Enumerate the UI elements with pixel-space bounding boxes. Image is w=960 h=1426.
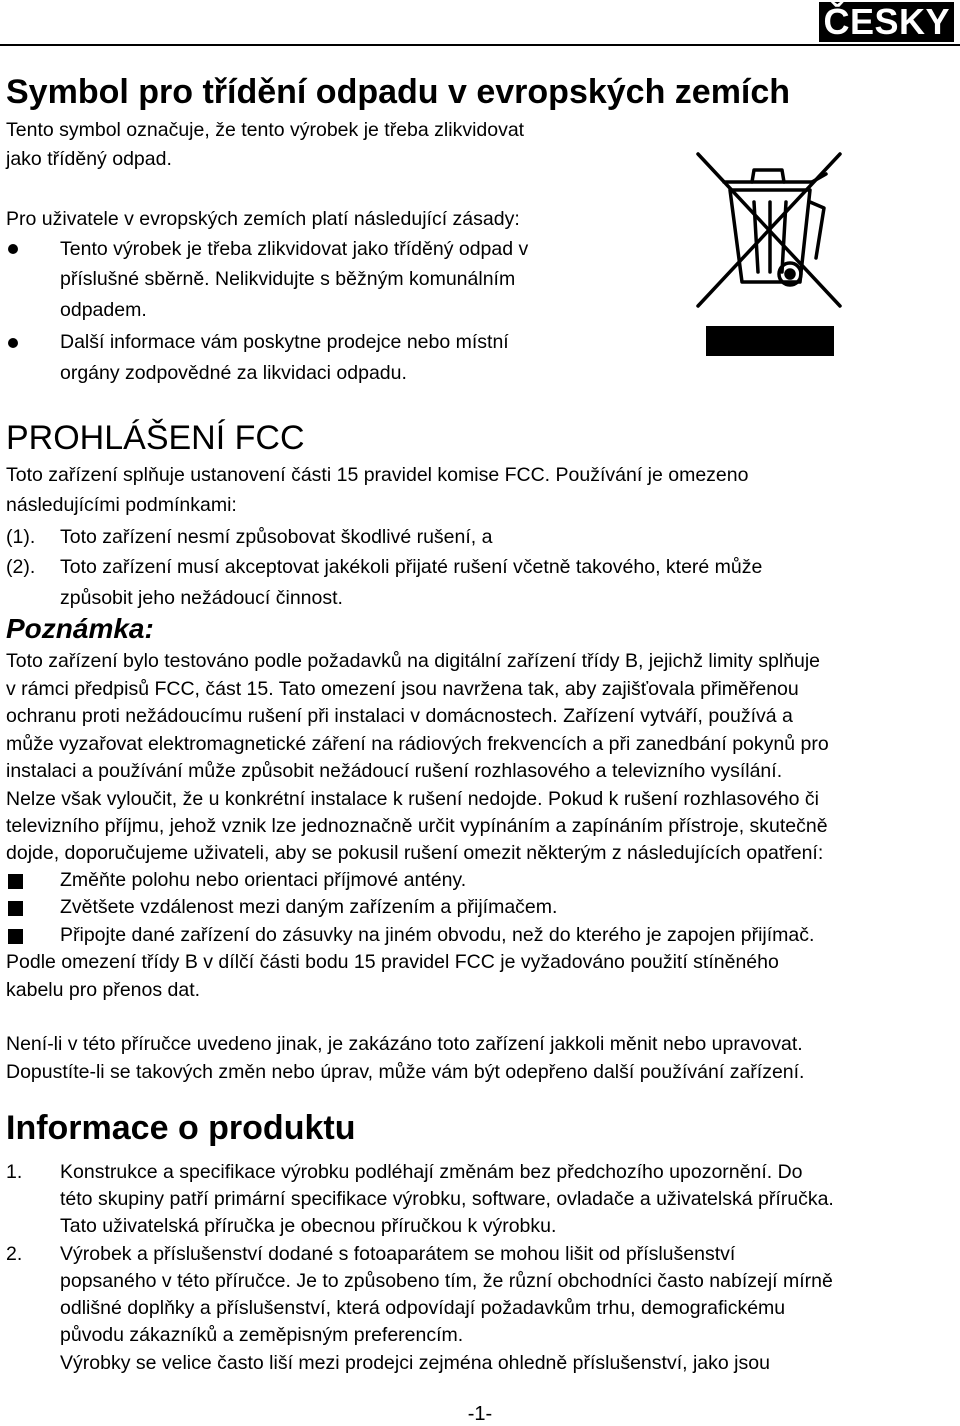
product-item-line: Výrobky se velice často liší mezi prodejci zejména ohledně příslušenství, jako jsou [60,1352,770,1374]
shielded-cable-line: Podle omezení třídy B v dílčí části bodu 15 pravidel FCC je vyžadováno použití stíněného [6,951,779,973]
weee-principles-intro: Pro uživatele v evropských zemích platí následující zásady: [6,208,520,230]
language-badge: ČESKY [819,2,954,42]
bullet-square [8,901,23,916]
fcc-condition-line: Toto zařízení musí akceptovat jakékoli přijaté rušení včetně takového, které může [60,556,763,578]
note-heading: Poznámka: [6,613,154,644]
crossed-out-wheeled-bin-icon [690,146,850,360]
product-item-line: této skupiny patří primární specifikace výrobku, software, ovladače a uživatelská příručka. [60,1188,834,1210]
weee-intro-line: Tento symbol označuje, že tento výrobek je třeba zlikvidovat [6,119,525,141]
fcc-condition-number: (1). [6,526,36,548]
weee-bullet-line: Tento výrobek je třeba zlikvidovat jako tříděný odpad v [60,238,529,260]
product-item-line: Výrobek a příslušenství dodané s fotoaparátem se mohou lišit od příslušenství [60,1243,736,1265]
weee-bullet-line: příslušné sběrně. Nelikvidujte s běžným komunálním [60,268,516,290]
bullet-dot [8,244,18,254]
product-info-heading: Informace o produktu [6,1109,356,1147]
note-measure-item: Změňte polohu nebo orientaci příjmové antény. [60,869,467,891]
fcc-intro-line: následujícími podmínkami: [6,494,237,516]
note-paragraph-line: Nelze však vyloučit, že u konkrétní instalace k rušení nedojde. Pokud k rušení rozhlasového či [6,788,819,810]
product-item-line: popsaného v této příručce. Je to způsobeno tím, že různí obchodníci často nabízejí mírně [60,1270,833,1292]
weee-bullet-line: Další informace vám poskytne prodejce nebo místní [60,331,509,353]
bullet-dot [8,338,18,348]
product-item-number: 1. [6,1161,23,1183]
page-number: -1- [467,1403,493,1425]
note-paragraph-line: televizního příjmu, jehož vznik lze jednoznačně určit vypínáním a zapínáním přístroje, skutečně [6,815,828,837]
note-measure-item: Připojte dané zařízení do zásuvky na jiném obvodu, než do kterého je zapojen přijímač. [60,924,815,946]
note-paragraph-line: ochranu proti nežádoucímu rušení při instalaci v domácnostech. Zařízení vytváří, používá a [6,705,793,727]
weee-bullet-line: orgány zodpovědné za likvidaci odpadu. [60,362,407,384]
shielded-cable-line: kabelu pro přenos dat. [6,979,201,1001]
fcc-condition-line: způsobit jeho nežádoucí činnost. [60,587,343,609]
weee-bullet-line: odpadem. [60,299,147,321]
weee-intro-line: jako tříděný odpad. [6,148,172,170]
product-item-number: 2. [6,1243,23,1265]
fcc-intro-line: Toto zařízení splňuje ustanovení části 15 pravidel komise FCC. Používání je omezeno [6,464,749,486]
note-paragraph-line: může vyzařovat elektromagnetické záření na rádiových frekvencích a při zanedbání pokynů pro [6,733,829,755]
product-item-line: Tato uživatelská příručka je obecnou příručkou k výrobku. [60,1215,557,1237]
product-item-line: původu zákazníků a zeměpisným preferencím. [60,1324,464,1346]
header-rule [0,44,960,46]
note-paragraph-line: dojde, doporučujeme uživateli, aby se pokusil rušení omezit některým z následujících opatření: [6,842,824,864]
modifications-line: Není-li v této příručce uvedeno jinak, je zakázáno toto zařízení jakkoli měnit nebo upravovat. [6,1033,803,1055]
note-paragraph-line: instalaci a používání může způsobit nežádoucí rušení rozhlasového a televizního vysílání. [6,760,783,782]
product-item-line: odlišné doplňky a příslušenství, která odpovídají požadavkům trhu, demografickému [60,1297,786,1319]
note-paragraph-line: v rámci předpisů FCC, část 15. Tato omezení jsou navržena tak, aby zajišťovala přiměřenou [6,678,799,700]
note-measure-item: Zvětšete vzdálenost mezi daným zařízením a přijímačem. [60,896,558,918]
fcc-condition-number: (2). [6,556,36,578]
weee-heading: Symbol pro třídění odpadu v evropských zemích [6,73,791,111]
product-item-line: Konstrukce a specifikace výrobku podléhají změnám bez předchozího upozornění. Do [60,1161,803,1183]
modifications-line: Dopustíte-li se takových změn nebo úprav, může vám být odepřeno další používání zařízení. [6,1061,805,1083]
fcc-condition-line: Toto zařízení nesmí způsobovat škodlivé rušení, a [60,526,493,548]
bullet-square [8,874,23,889]
bullet-square [8,929,23,944]
fcc-heading: PROHLÁŠENÍ FCC [6,419,305,457]
note-paragraph-line: Toto zařízení bylo testováno podle požadavků na digitální zařízení třídy B, jejichž limity splňuje [6,650,821,672]
